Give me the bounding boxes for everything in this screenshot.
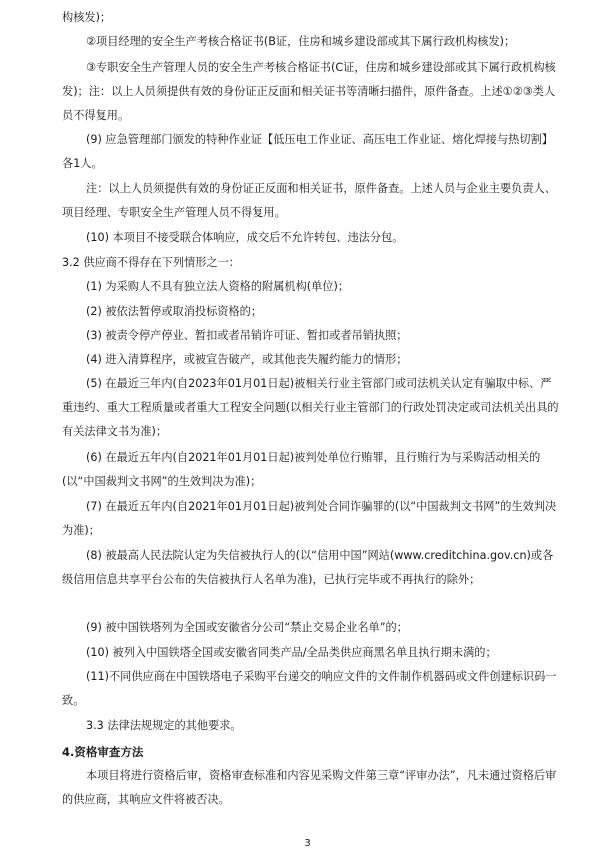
list-item: (6) 在最近五年内(自2021年01月01日起)被判处单位行贿罪，且行贿行为与采购活动相关的(以“中国裁判文书网”的生效判决为准)；	[62, 451, 541, 488]
paragraph: (9) 应急管理部门颁发的特种作业证【低压电工作业证、高压电工作业证、熔化焊接与热切割】各1人。	[62, 133, 553, 170]
paragraph: ③专职安全生产管理人员的安全生产考核合格证书(C证，住房和城乡建设部或其下属行政机构核发)；注：以上人员须提供有效的身份证正反面和相关证书等清晰扫描件，原件备查。上述①②③类人员不得复用。	[62, 61, 556, 122]
list-item: (8) 被最高人民法院认定为失信被执行人的(以“信用中国”网站(www.creditchina.gov.cn)或各级信用信息共享平台公布的失信被执行人名单为准)，已执行完毕或不再执行的除外；	[62, 549, 554, 586]
section-heading-3-3: 3.3 法律法规规定的其他要求。	[86, 719, 242, 732]
list-item: (2) 被依法暂停或取消投标资格的；	[86, 305, 263, 318]
list-item: (9) 被中国铁塔列为全国或安徽省分公司“禁止交易企业名单”的；	[86, 621, 408, 634]
paragraph: ②项目经理的安全生产考核合格证书(B证，住房和城乡建设部或其下属行政机构核发)；	[86, 35, 516, 48]
paragraph: 本项目将进行资格后审，资格审查标准和内容见采购文件第三章“评审办法”，凡未通过资格后审的供应商，其响应文件将被否决。	[62, 769, 557, 806]
paragraph: 构核发)；	[62, 11, 112, 24]
list-item: (7) 在最近五年内(自2021年01月01日起)被判处合同诈骗罪的(以“中国裁判文书网”的生效判决为准)；	[62, 500, 557, 537]
paragraph: 注：以上人员须提供有效的身份证正反面和相关证书，原件备查。上述人员与企业主要负责人、项目经理、专职安全生产管理人员不得复用。	[62, 182, 556, 219]
list-item: (4) 进入清算程序，或被宣告破产，或其他丧失履约能力的情形；	[86, 353, 408, 366]
list-item: (3) 被责令停产停业、暂扣或者吊销许可证、暂扣或者吊销执照；	[86, 329, 408, 342]
section-heading-3-2: 3.2 供应商不得存在下列情形之一：	[62, 256, 240, 269]
list-item: (11)不同供应商在中国铁塔电子采购平台递交的响应文件的文件制作机器码或文件创建标识码一致。	[62, 670, 557, 707]
list-item: (5) 在最近三年内(自2023年01月01日起)被相关行业主管部门或司法机关认定有骗取中标、严重违约、重大工程质量或者重大工程安全问题(以相关行业主管部门的行政处罚决定或司法机关出具的有关法律文书为准)；	[62, 377, 559, 438]
list-item: (10) 被列入中国铁塔全国或安徽省同类产品/全品类供应商黑名单且执行期未满的；	[86, 646, 497, 659]
section-heading-4: 4.资格审查方法	[62, 745, 144, 759]
page-number: 3	[304, 838, 311, 849]
list-item: (1) 为采购人不具有独立法人资格的附属机构(单位)；	[86, 280, 350, 293]
paragraph: (10) 本项目不接受联合体响应，成交后不允许转包、违法分包。	[86, 231, 404, 244]
